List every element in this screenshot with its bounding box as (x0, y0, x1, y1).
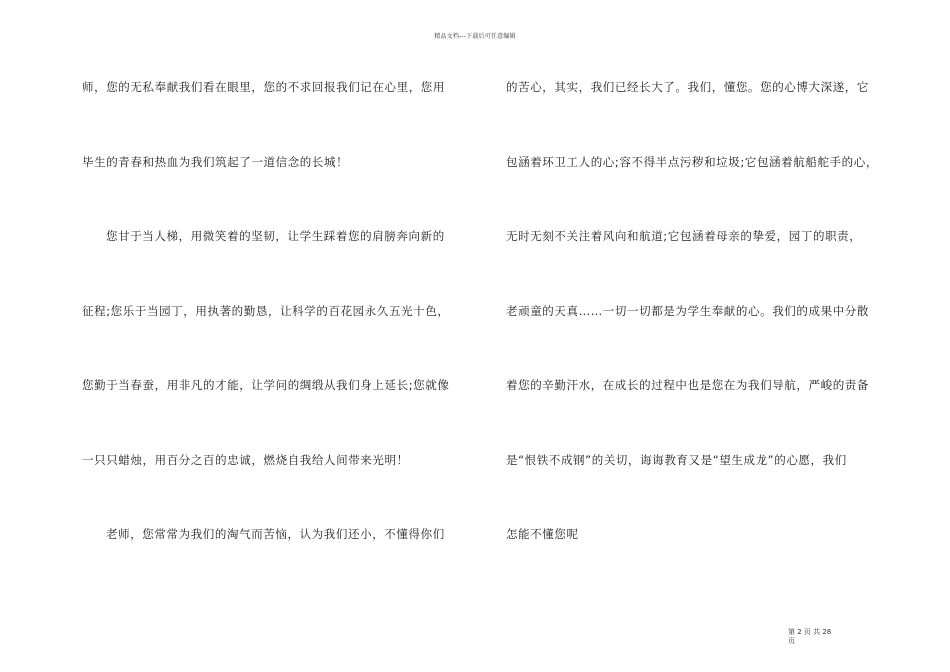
paragraph-line: 是“恨铁不成钢”的关切，诲诲教育又是“望生成龙”的心愿，我们 (506, 452, 847, 467)
left-text-column (82, 80, 477, 602)
paragraph-line: 征程;您乐于当园丁，用执著的勤恳，让科学的百花园永久五光十色， (82, 303, 450, 318)
paragraph-line: 师，您的无私奉献我们看在眼里，您的不求回报我们记在心里，您用 (82, 80, 445, 94)
paragraph-line: 的苦心，其实，我们已经长大了。我们，懂您。您的心博大深遂，它 (506, 80, 869, 94)
paragraph-line: 一只只蜡烛，用百分之百的忠诚，燃烧自我给人间带来光明！ (82, 452, 409, 467)
paragraph-line: 毕生的青春和热血为我们筑起了一道信念的长城！ (82, 154, 349, 169)
paragraph-line: 着您的辛勤汗水，在成长的过程中也是您在为我们导航，严峻的责备 (506, 378, 869, 392)
page-number: 第 2 页 共 28 页 (788, 628, 832, 645)
paragraph-line: 老顽童的天真……一切一切都是为学生奉献的心。我们的成果中分散 (506, 303, 869, 318)
paragraph-line: 怎能不懂您呢 (506, 527, 579, 541)
paragraph-line: 您甘于当人梯，用微笑着的坚韧，让学生踩着您的肩膀奔向新的 (106, 229, 445, 243)
right-text-column (506, 80, 901, 602)
paragraph-line: 老师，您常常为我们的淘气而苦恼，认为我们还小，不懂得你们 (106, 527, 445, 541)
page-header: 精品文档---下载后可任意编辑 (434, 33, 516, 40)
paragraph-line: 无时无刻不关注着风向和航道;它包涵着母亲的挚爱，园丁的职责， (506, 229, 862, 243)
paragraph-line: 包涵着环卫工人的心;容不得半点污秽和垃圾;它包涵着航船舵手的心， (506, 154, 878, 169)
paragraph-line: 您勤于当春蚕，用非凡的才能，让学问的绸缎从我们身上延长;您就像 (82, 378, 450, 392)
